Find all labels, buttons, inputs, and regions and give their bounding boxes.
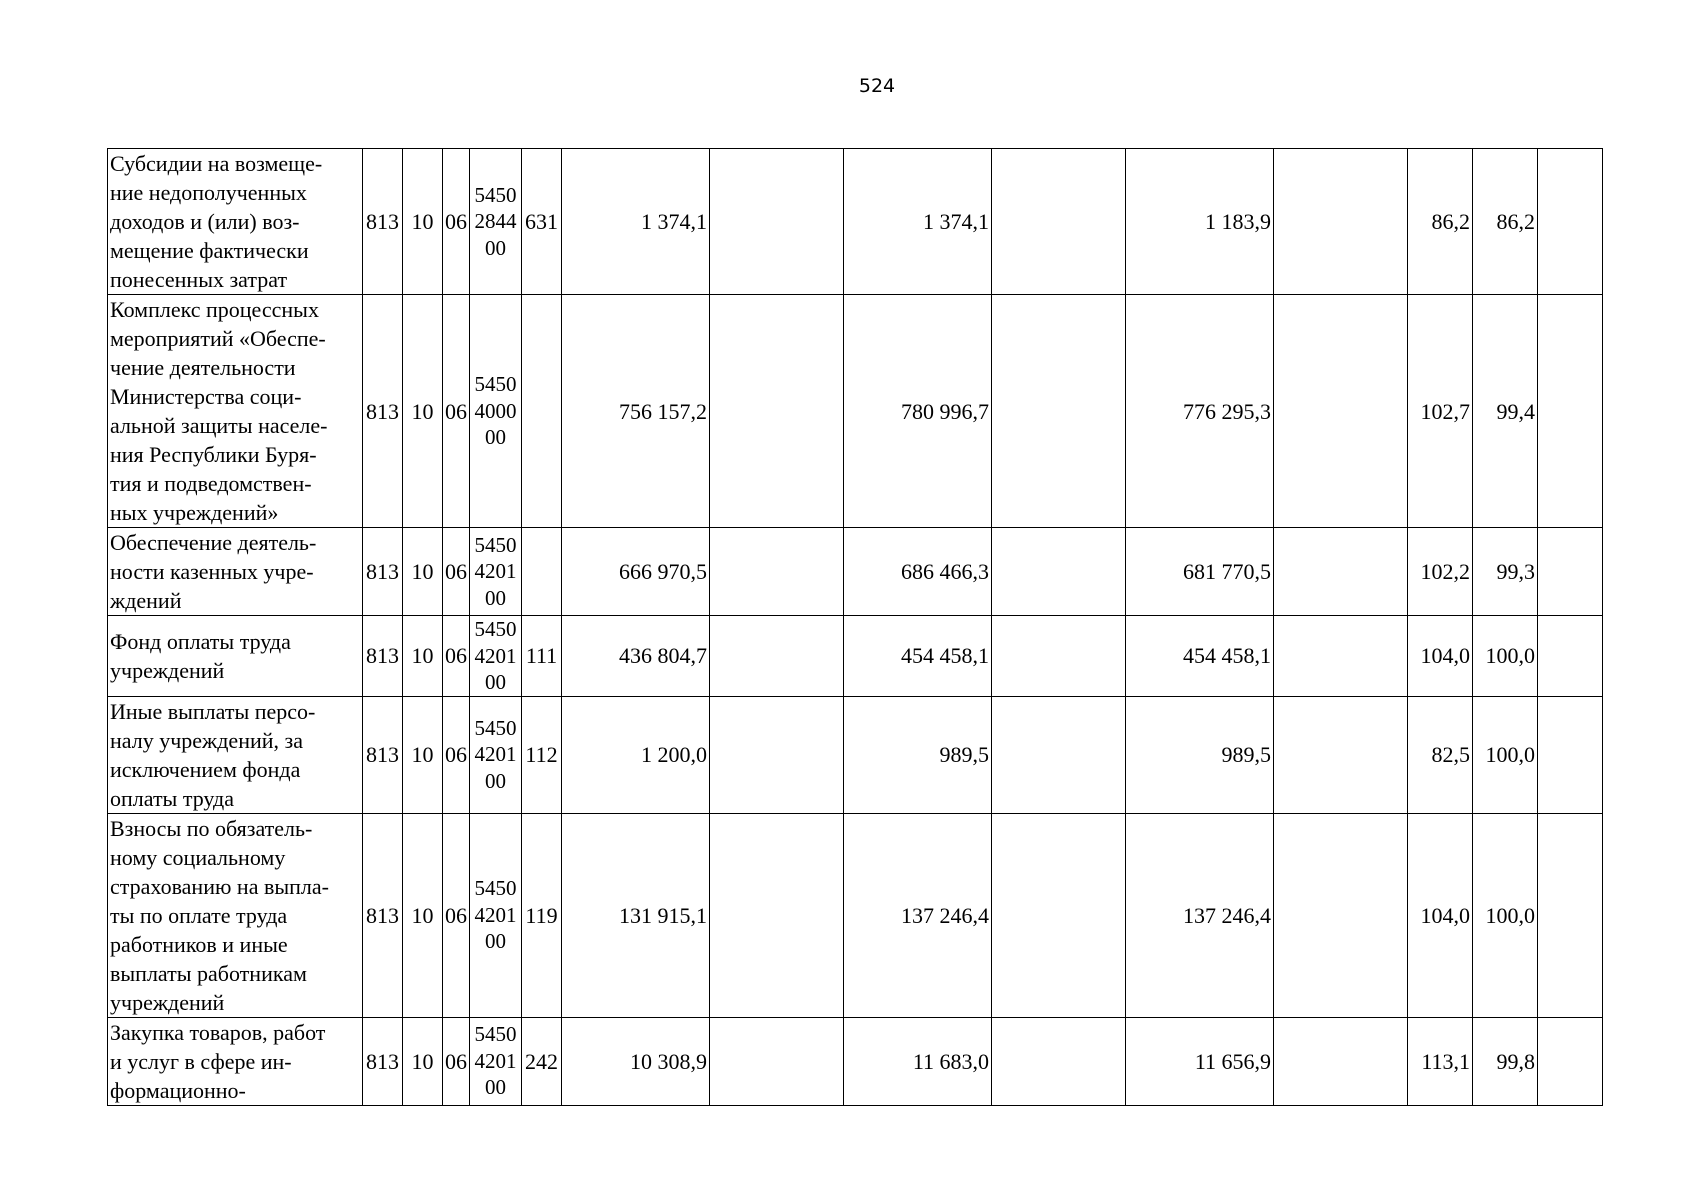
approved-amount-cell: 756 157,2 xyxy=(562,295,710,528)
table-row xyxy=(108,149,1603,295)
target-article-code-part: 2844 xyxy=(474,209,517,234)
target-article-code-part: 00 xyxy=(485,929,506,954)
executed-amount-cell: 454 458,1 xyxy=(1126,616,1274,697)
refined-amount-cell: 989,5 xyxy=(844,696,992,813)
expense-type-code-cell: 111 xyxy=(522,616,562,697)
row-name-line: оплаты труда xyxy=(110,785,235,811)
row-name-line: ных учреждений» xyxy=(110,500,279,525)
section-code-cell: 10 xyxy=(403,295,443,528)
row-name-line: ты по оплате труда xyxy=(110,902,288,928)
percent-of-refined-cell: 100,0 xyxy=(1473,813,1538,1017)
row-name-cell xyxy=(108,528,363,616)
expense-type-code-cell: 112 xyxy=(522,696,562,813)
empty-cell xyxy=(992,813,1126,1017)
target-article-code-cell xyxy=(470,696,522,813)
refined-amount-cell: 1 374,1 xyxy=(844,149,992,295)
section-code-cell: 10 xyxy=(403,813,443,1017)
expense-type-code-cell xyxy=(522,528,562,616)
approved-amount-cell: 10 308,9 xyxy=(562,1017,710,1105)
grbs-code-cell: 813 xyxy=(363,528,403,616)
percent-of-approved-cell: 102,7 xyxy=(1408,295,1473,528)
percent-of-refined-cell: 99,3 xyxy=(1473,528,1538,616)
refined-amount-cell: 11 683,0 xyxy=(844,1017,992,1105)
row-name-line: выплаты работникам xyxy=(110,960,307,986)
row-name-line: Иные выплаты персо- xyxy=(110,698,316,724)
target-article-code-cell xyxy=(470,813,522,1017)
percent-of-approved-cell: 104,0 xyxy=(1408,616,1473,697)
row-name-line: чение деятельности xyxy=(110,355,296,380)
target-article-code-cell xyxy=(470,295,522,528)
row-name-line: работников и иные xyxy=(110,931,288,957)
subsection-code-cell: 06 xyxy=(443,1017,470,1105)
target-article-code-part: 4201 xyxy=(474,643,517,668)
target-article-code-part: 00 xyxy=(485,425,506,450)
row-name-line: Субсидии на возмеще- xyxy=(110,151,323,176)
refined-amount-cell: 686 466,3 xyxy=(844,528,992,616)
empty-cell xyxy=(992,295,1126,528)
row-name-line: мещение фактически xyxy=(110,238,309,263)
empty-cell xyxy=(710,528,844,616)
empty-cell xyxy=(992,1017,1126,1105)
target-article-code-part: 5450 xyxy=(474,876,517,901)
empty-cell xyxy=(1274,1017,1408,1105)
refined-amount-cell: 137 246,4 xyxy=(844,813,992,1017)
executed-amount-cell: 1 183,9 xyxy=(1126,149,1274,295)
empty-cell xyxy=(992,149,1126,295)
table-row xyxy=(108,295,1603,528)
row-name-line: Закупка товаров, работ xyxy=(110,1019,326,1045)
refined-amount-cell: 454 458,1 xyxy=(844,616,992,697)
subsection-code-cell: 06 xyxy=(443,616,470,697)
target-article-code-cell xyxy=(470,528,522,616)
empty-cell xyxy=(1538,295,1603,528)
row-name-cell xyxy=(108,616,363,697)
table-row xyxy=(108,616,1603,697)
approved-amount-cell: 666 970,5 xyxy=(562,528,710,616)
target-article-code-part: 4000 xyxy=(474,398,517,423)
approved-amount-cell: 1 200,0 xyxy=(562,696,710,813)
subsection-code-cell: 06 xyxy=(443,295,470,528)
row-name-cell xyxy=(108,696,363,813)
empty-cell xyxy=(710,696,844,813)
empty-cell xyxy=(1274,813,1408,1017)
section-code-cell: 10 xyxy=(403,696,443,813)
empty-cell xyxy=(992,696,1126,813)
section-code-cell: 10 xyxy=(403,528,443,616)
table-row xyxy=(108,1017,1603,1105)
target-article-code-part: 5450 xyxy=(474,532,517,557)
target-article-code-part: 5450 xyxy=(474,715,517,740)
grbs-code-cell: 813 xyxy=(363,149,403,295)
row-name-cell xyxy=(108,295,363,528)
row-name-line: учреждений xyxy=(110,989,225,1015)
empty-cell xyxy=(992,528,1126,616)
approved-amount-cell: 436 804,7 xyxy=(562,616,710,697)
approved-amount-cell: 1 374,1 xyxy=(562,149,710,295)
row-name-line: ния Республики Буря- xyxy=(110,442,317,467)
grbs-code-cell: 813 xyxy=(363,616,403,697)
executed-amount-cell: 776 295,3 xyxy=(1126,295,1274,528)
target-article-code-part: 00 xyxy=(485,768,506,793)
row-name-cell xyxy=(108,813,363,1017)
expense-type-code-cell xyxy=(522,295,562,528)
refined-amount-cell: 780 996,7 xyxy=(844,295,992,528)
table-row xyxy=(108,813,1603,1017)
target-article-code-part: 00 xyxy=(485,1075,506,1100)
expense-type-code-cell: 119 xyxy=(522,813,562,1017)
empty-cell xyxy=(1538,813,1603,1017)
target-article-code-part: 00 xyxy=(485,235,506,260)
target-article-code-part: 5450 xyxy=(474,1022,517,1047)
target-article-code-cell xyxy=(470,149,522,295)
row-name-line: страхованию на выпла- xyxy=(110,873,329,899)
percent-of-approved-cell: 102,2 xyxy=(1408,528,1473,616)
empty-cell xyxy=(992,616,1126,697)
row-name-cell xyxy=(108,149,363,295)
empty-cell xyxy=(710,295,844,528)
target-article-code-part: 4201 xyxy=(474,1048,517,1073)
percent-of-approved-cell: 104,0 xyxy=(1408,813,1473,1017)
row-name-line: ному социальному xyxy=(110,844,286,870)
section-code-cell: 10 xyxy=(403,1017,443,1105)
percent-of-refined-cell: 100,0 xyxy=(1473,616,1538,697)
empty-cell xyxy=(1274,149,1408,295)
row-name-line: тия и подведомствен- xyxy=(110,471,312,496)
empty-cell xyxy=(1274,616,1408,697)
executed-amount-cell: 989,5 xyxy=(1126,696,1274,813)
target-article-code-cell xyxy=(470,616,522,697)
subsection-code-cell: 06 xyxy=(443,696,470,813)
row-name-line: доходов и (или) воз- xyxy=(110,209,300,234)
expense-type-code-cell: 242 xyxy=(522,1017,562,1105)
target-article-code-part: 5450 xyxy=(474,372,517,397)
empty-cell xyxy=(710,1017,844,1105)
row-name-line: Взносы по обязатель- xyxy=(110,815,313,841)
row-name-line: учреждений xyxy=(110,657,225,683)
section-code-cell: 10 xyxy=(403,616,443,697)
row-name-line: Комплекс процессных xyxy=(110,297,319,322)
grbs-code-cell: 813 xyxy=(363,1017,403,1105)
row-name-line: понесенных затрат xyxy=(110,267,288,292)
target-article-code-part: 4201 xyxy=(474,559,517,584)
row-name-line: формационно- xyxy=(110,1077,246,1103)
percent-of-refined-cell: 99,8 xyxy=(1473,1017,1538,1105)
percent-of-approved-cell: 86,2 xyxy=(1408,149,1473,295)
grbs-code-cell: 813 xyxy=(363,295,403,528)
empty-cell xyxy=(1274,528,1408,616)
percent-of-refined-cell: 86,2 xyxy=(1473,149,1538,295)
row-name-line: Министерства соци- xyxy=(110,384,302,409)
empty-cell xyxy=(1538,528,1603,616)
row-name-cell xyxy=(108,1017,363,1105)
percent-of-approved-cell: 113,1 xyxy=(1408,1017,1473,1105)
grbs-code-cell: 813 xyxy=(363,696,403,813)
grbs-code-cell: 813 xyxy=(363,813,403,1017)
percent-of-refined-cell: 100,0 xyxy=(1473,696,1538,813)
row-name-line: и услуг в сфере ин- xyxy=(110,1048,292,1074)
empty-cell xyxy=(1538,1017,1603,1105)
percent-of-refined-cell: 99,4 xyxy=(1473,295,1538,528)
row-name-line: ждений xyxy=(110,588,182,613)
row-name-line: ние недополученных xyxy=(110,180,307,205)
empty-cell xyxy=(1274,696,1408,813)
target-article-code-cell xyxy=(470,1017,522,1105)
empty-cell xyxy=(710,616,844,697)
subsection-code-cell: 06 xyxy=(443,813,470,1017)
budget-execution-table xyxy=(107,148,1603,1106)
executed-amount-cell: 681 770,5 xyxy=(1126,528,1274,616)
target-article-code-part: 00 xyxy=(485,670,506,694)
subsection-code-cell: 06 xyxy=(443,528,470,616)
empty-cell xyxy=(710,813,844,1017)
target-article-code-part: 5450 xyxy=(474,617,517,641)
target-article-code-part: 4201 xyxy=(474,902,517,927)
empty-cell xyxy=(1538,696,1603,813)
row-name-line: альной защиты населе- xyxy=(110,413,328,438)
target-article-code-part: 00 xyxy=(485,585,506,610)
target-article-code-part: 4201 xyxy=(474,742,517,767)
executed-amount-cell: 11 656,9 xyxy=(1126,1017,1274,1105)
approved-amount-cell: 131 915,1 xyxy=(562,813,710,1017)
empty-cell xyxy=(1538,616,1603,697)
expense-type-code-cell: 631 xyxy=(522,149,562,295)
executed-amount-cell: 137 246,4 xyxy=(1126,813,1274,1017)
row-name-line: Фонд оплаты труда xyxy=(110,628,291,654)
row-name-line: мероприятий «Обеспе- xyxy=(110,326,326,351)
row-name-line: налу учреждений, за xyxy=(110,727,303,753)
table-row xyxy=(108,696,1603,813)
empty-cell xyxy=(1538,149,1603,295)
row-name-line: Обеспечение деятель- xyxy=(110,530,317,555)
row-name-line: ности казенных учре- xyxy=(110,559,314,584)
row-name-line: исключением фонда xyxy=(110,756,301,782)
percent-of-approved-cell: 82,5 xyxy=(1408,696,1473,813)
target-article-code-part: 5450 xyxy=(474,182,517,207)
section-code-cell: 10 xyxy=(403,149,443,295)
page-number: 524 xyxy=(858,75,896,97)
empty-cell xyxy=(710,149,844,295)
subsection-code-cell: 06 xyxy=(443,149,470,295)
table-row xyxy=(108,528,1603,616)
empty-cell xyxy=(1274,295,1408,528)
